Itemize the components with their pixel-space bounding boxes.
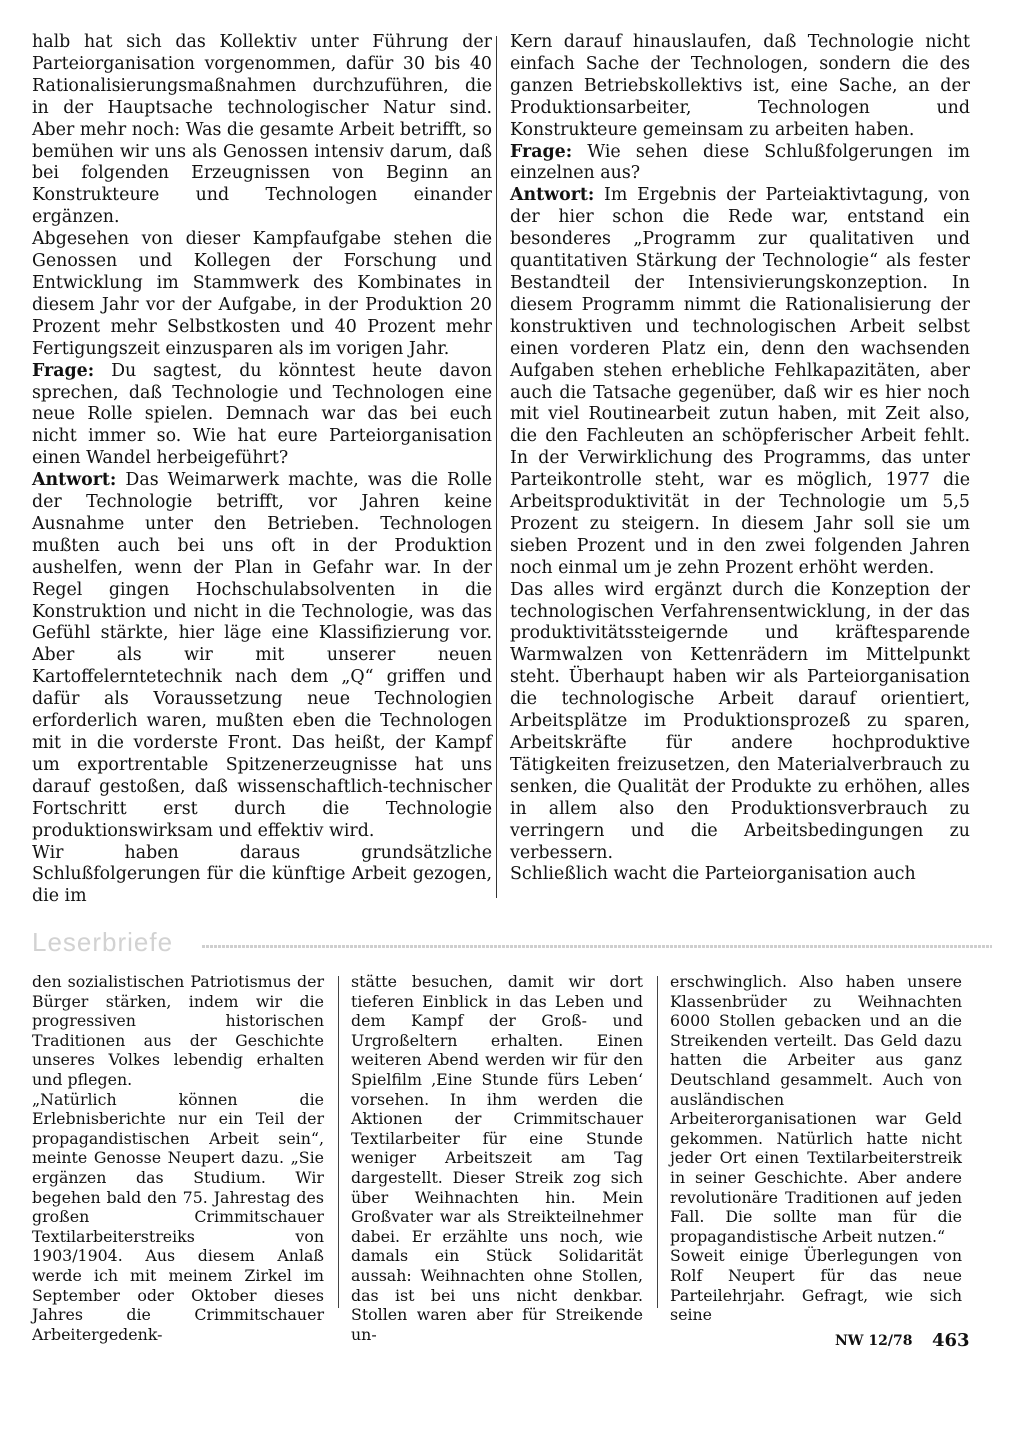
letters-column-3 — [670, 972, 962, 1325]
paragraph-text: Abgesehen von dieser Kampfaufgabe stehen die Genossen und Kollegen der Forschung und Entwicklung im Stammwerk des Kombinates in diesem Jahr vor der Aufgabe, in der Produktion 20 Prozent mehr Selbstkosten und 40 Prozent mehr Fertigungszeit einzusparen als im vorigen Jahr. — [32, 229, 492, 359]
interview-label: Frage: — [510, 141, 573, 162]
paragraph — [32, 972, 324, 1090]
paragraph — [32, 843, 492, 909]
letters-column-1 — [32, 972, 324, 1344]
paragraph-text: Im Ergebnis der Parteiaktivtagung, von der hier schon die Rede war, entstand ein besonderes „Programm zur qualitativen und quantitativen Stärkung der Technologie“ als fester Bestandteil der Intensivierungskonzeption. In diesem Programm nimmt die Rationalisierung der konstruktiven und technologischen Arbeit selbst einen vorderen Platz ein, denn den wachsenden Aufgaben stehen erhebliche Fehlkapazitäten, aber auch die Tatsache gegenüber, daß wir es hier noch mit viel Routinearbeit zutun haben, mit Zeit also, die den Fachleuten an schöpferischer Arbeit fehlt. In der Verwirklichung des Programms, das unter Parteikontrolle steht, war es möglich, 1977 die Arbeitsproduktivität in der Technologie um 5,5 Prozent zu steigern. In diesem Jahr soll sie um sieben Prozent und in den zwei folgenden Jahren noch einmal um je zehn Prozent erhöht werden. — [510, 185, 970, 578]
paragraph — [670, 1246, 962, 1324]
article-column-left — [32, 32, 492, 908]
column-rule — [496, 36, 497, 898]
page-number: 463 — [932, 1330, 970, 1351]
article-column-right — [510, 32, 970, 886]
paragraph — [32, 361, 492, 471]
issue-label: NW 12/78 — [835, 1333, 913, 1349]
paragraph-text: Du sagtest, du könntest heute davon sprechen, daß Technologie und Technologen eine neue Rolle spielen. Demnach war das bei euch nicht immer so. Wie hat eure Parteiorganisation einen Wandel herbeigeführt? — [32, 360, 492, 469]
paragraph — [510, 864, 970, 886]
paragraph — [32, 229, 492, 360]
column-rule — [338, 976, 339, 1308]
interview-label: Antwort: — [32, 470, 117, 491]
paragraph-text: stätte besuchen, damit wir dort tieferen Einblick in das Leben und dem Kampf der Groß- und Urgroßeltern erhalten. Einen weiteren Abend werden wir für den Spielfilm ‚Eine Stunde fürs Leben‘ vorsehen. In ihm werden die Aktionen der Crimmitschauer Textilarbeiter für eine Stunde weniger Arbeitszeit am Tag dargestellt. Dieser Streik zog sich über Weihnachten hin. Mein Großvater war als Streikteilnehmer dabei. Er erzählte uns noch, wie damals ein Stück Solidarität aussah: Weihnachten ohne Stollen, das ist bei uns nicht denkbar. Stollen waren aber für Streikende un- — [351, 972, 643, 1344]
paragraph-text: „Natürlich können die Erlebnisberichte nur ein Teil der propagandistischen Arbeit sein“, meinte Genosse Neupert dazu. „Sie ergänzen das Studium. Wir begehen bald den 75. Jahrestag des großen Crimmitschauer Textilarbeiterstreiks von 1903/1904. Aus diesem Anlaß werde ich mit meinem Zirkel im September oder Oktober dieses Jahres die Crimmitschauer Arbeitergedenk- — [32, 1089, 324, 1344]
paragraph — [670, 972, 962, 1246]
column-rule — [657, 976, 658, 1308]
interview-label: Frage: — [32, 360, 95, 381]
paragraph-text: Soweit einige Überlegungen von Rolf Neupert für das neue Parteilehrjahr. Gefragt, wie sich seine — [670, 1246, 962, 1325]
letters-column-2 — [351, 972, 643, 1344]
paragraph — [351, 972, 643, 1344]
paragraph — [32, 1090, 324, 1345]
paragraph — [510, 185, 970, 579]
paragraph — [32, 470, 492, 842]
interview-label: Antwort: — [510, 185, 595, 206]
section-header — [32, 925, 992, 965]
paragraph-text: erschwinglich. Also haben unsere Klassenbrüder zu Weihnachten 6000 Stollen gebacken und an die Streikenden verteilt. Das Geld dazu hatten die Arbeiter aus ganz Deutschland gesammelt. Auch von ausländischen Arbeiterorganisationen war Geld gekommen. Natürlich hatte nicht jeder Ort einen Textilarbeiterstreik in seiner Geschichte. Aber andere revolutionäre Traditionen auf jeden Fall. Die sollte man für die propagandistische Arbeit nutzen.“ — [670, 972, 962, 1246]
section-title: Leserbriefe — [32, 927, 174, 957]
paragraph — [510, 580, 970, 865]
paragraph — [510, 142, 970, 186]
paragraph — [510, 32, 970, 142]
paragraph-text: halb hat sich das Kollektiv unter Führung der Parteiorganisation vorgenommen, dafür 30 bis 40 Rationalisierungsmaßnahmen durchzuführen, die in der Hauptsache technologischer Natur sind. Aber mehr noch: Was die gesamte Arbeit betrifft, so bemühen wir uns als Genossen intensiv darum, daß bei folgenden Erzeugnissen von Beginn an Konstrukteure und Technologen einander ergänzen. — [32, 32, 492, 228]
paragraph-text: Das Weimarwerk machte, was die Rolle der Technologie betrifft, vor Jahren keine Ausnahme unter den Betrieben. Technologen mußten auch bei uns oft in der Produktion aushelfen, wenn der Plan in Gefahr war. In der Regel gingen Hochschulabsolventen in die Konstruktion und nicht in die Technologie, was das Gefühl stärkte, hier läge eine Klassifizierung vor. Aber als wir mit unserer neuen Kartoffelerntetechnik nach dem „Q“ griffen und dafür als Voraussetzung neue Technologien erforderlich waren, mußten eben die Technologen mit in die vorderste Front. Das heißt, der Kampf um exportrentable Spitzenerzeugnisse hat uns darauf gestoßen, daß wissenschaftlich-technischer Fortschritt erst durch die Technologie produktionswirksam und effektiv wird. — [32, 470, 492, 841]
paragraph-text: Kern darauf hinauslaufen, daß Technologie nicht einfach Sache der Technologen, sondern die des ganzen Betriebskollektivs ist, eine Sache, an der Produktionsarbeiter, Technologen und Konstrukteure gemeinsam zu arbeiten haben. — [510, 32, 970, 140]
paragraph-text: den sozialistischen Patriotismus der Bürger stärken, indem wir die progressiven historischen Traditionen aus der Geschichte unseres Volkes lebendig erhalten und pflegen. — [32, 972, 324, 1089]
paragraph-text: Wir haben daraus grundsätzliche Schlußfolgerungen für die künftige Arbeit gezogen, die im — [32, 842, 492, 907]
page-footer — [0, 1328, 1024, 1358]
paragraph-text: Das alles wird ergänzt durch die Konzeption der technologischen Verfahrensentwicklung, in der das produktivitätssteigernde und kräftesparende Warmwalzen von Kettenrädern im Mittelpunkt steht. Überhaupt haben wir als Parteiorganisation die technologische Arbeit darauf orientiert, Arbeitsplätze im Produktionsprozeß zu sparen, Arbeitskräfte für andere hochproduktive Tätigkeiten freizusetzen, den Materialverbrauch zu senken, die Qualität der Produkte zu erhöhen, alles in allem also den Produktionsverbrauch zu verringern und die Arbeitsbedingungen zu verbessern. — [510, 579, 970, 863]
paragraph-text: Schließlich wacht die Parteiorganisation auch — [510, 864, 916, 885]
paragraph — [32, 32, 492, 229]
paragraph-text: Wie sehen diese Schlußfolgerungen im einzelnen aus? — [510, 141, 970, 184]
section-divider — [202, 945, 992, 948]
